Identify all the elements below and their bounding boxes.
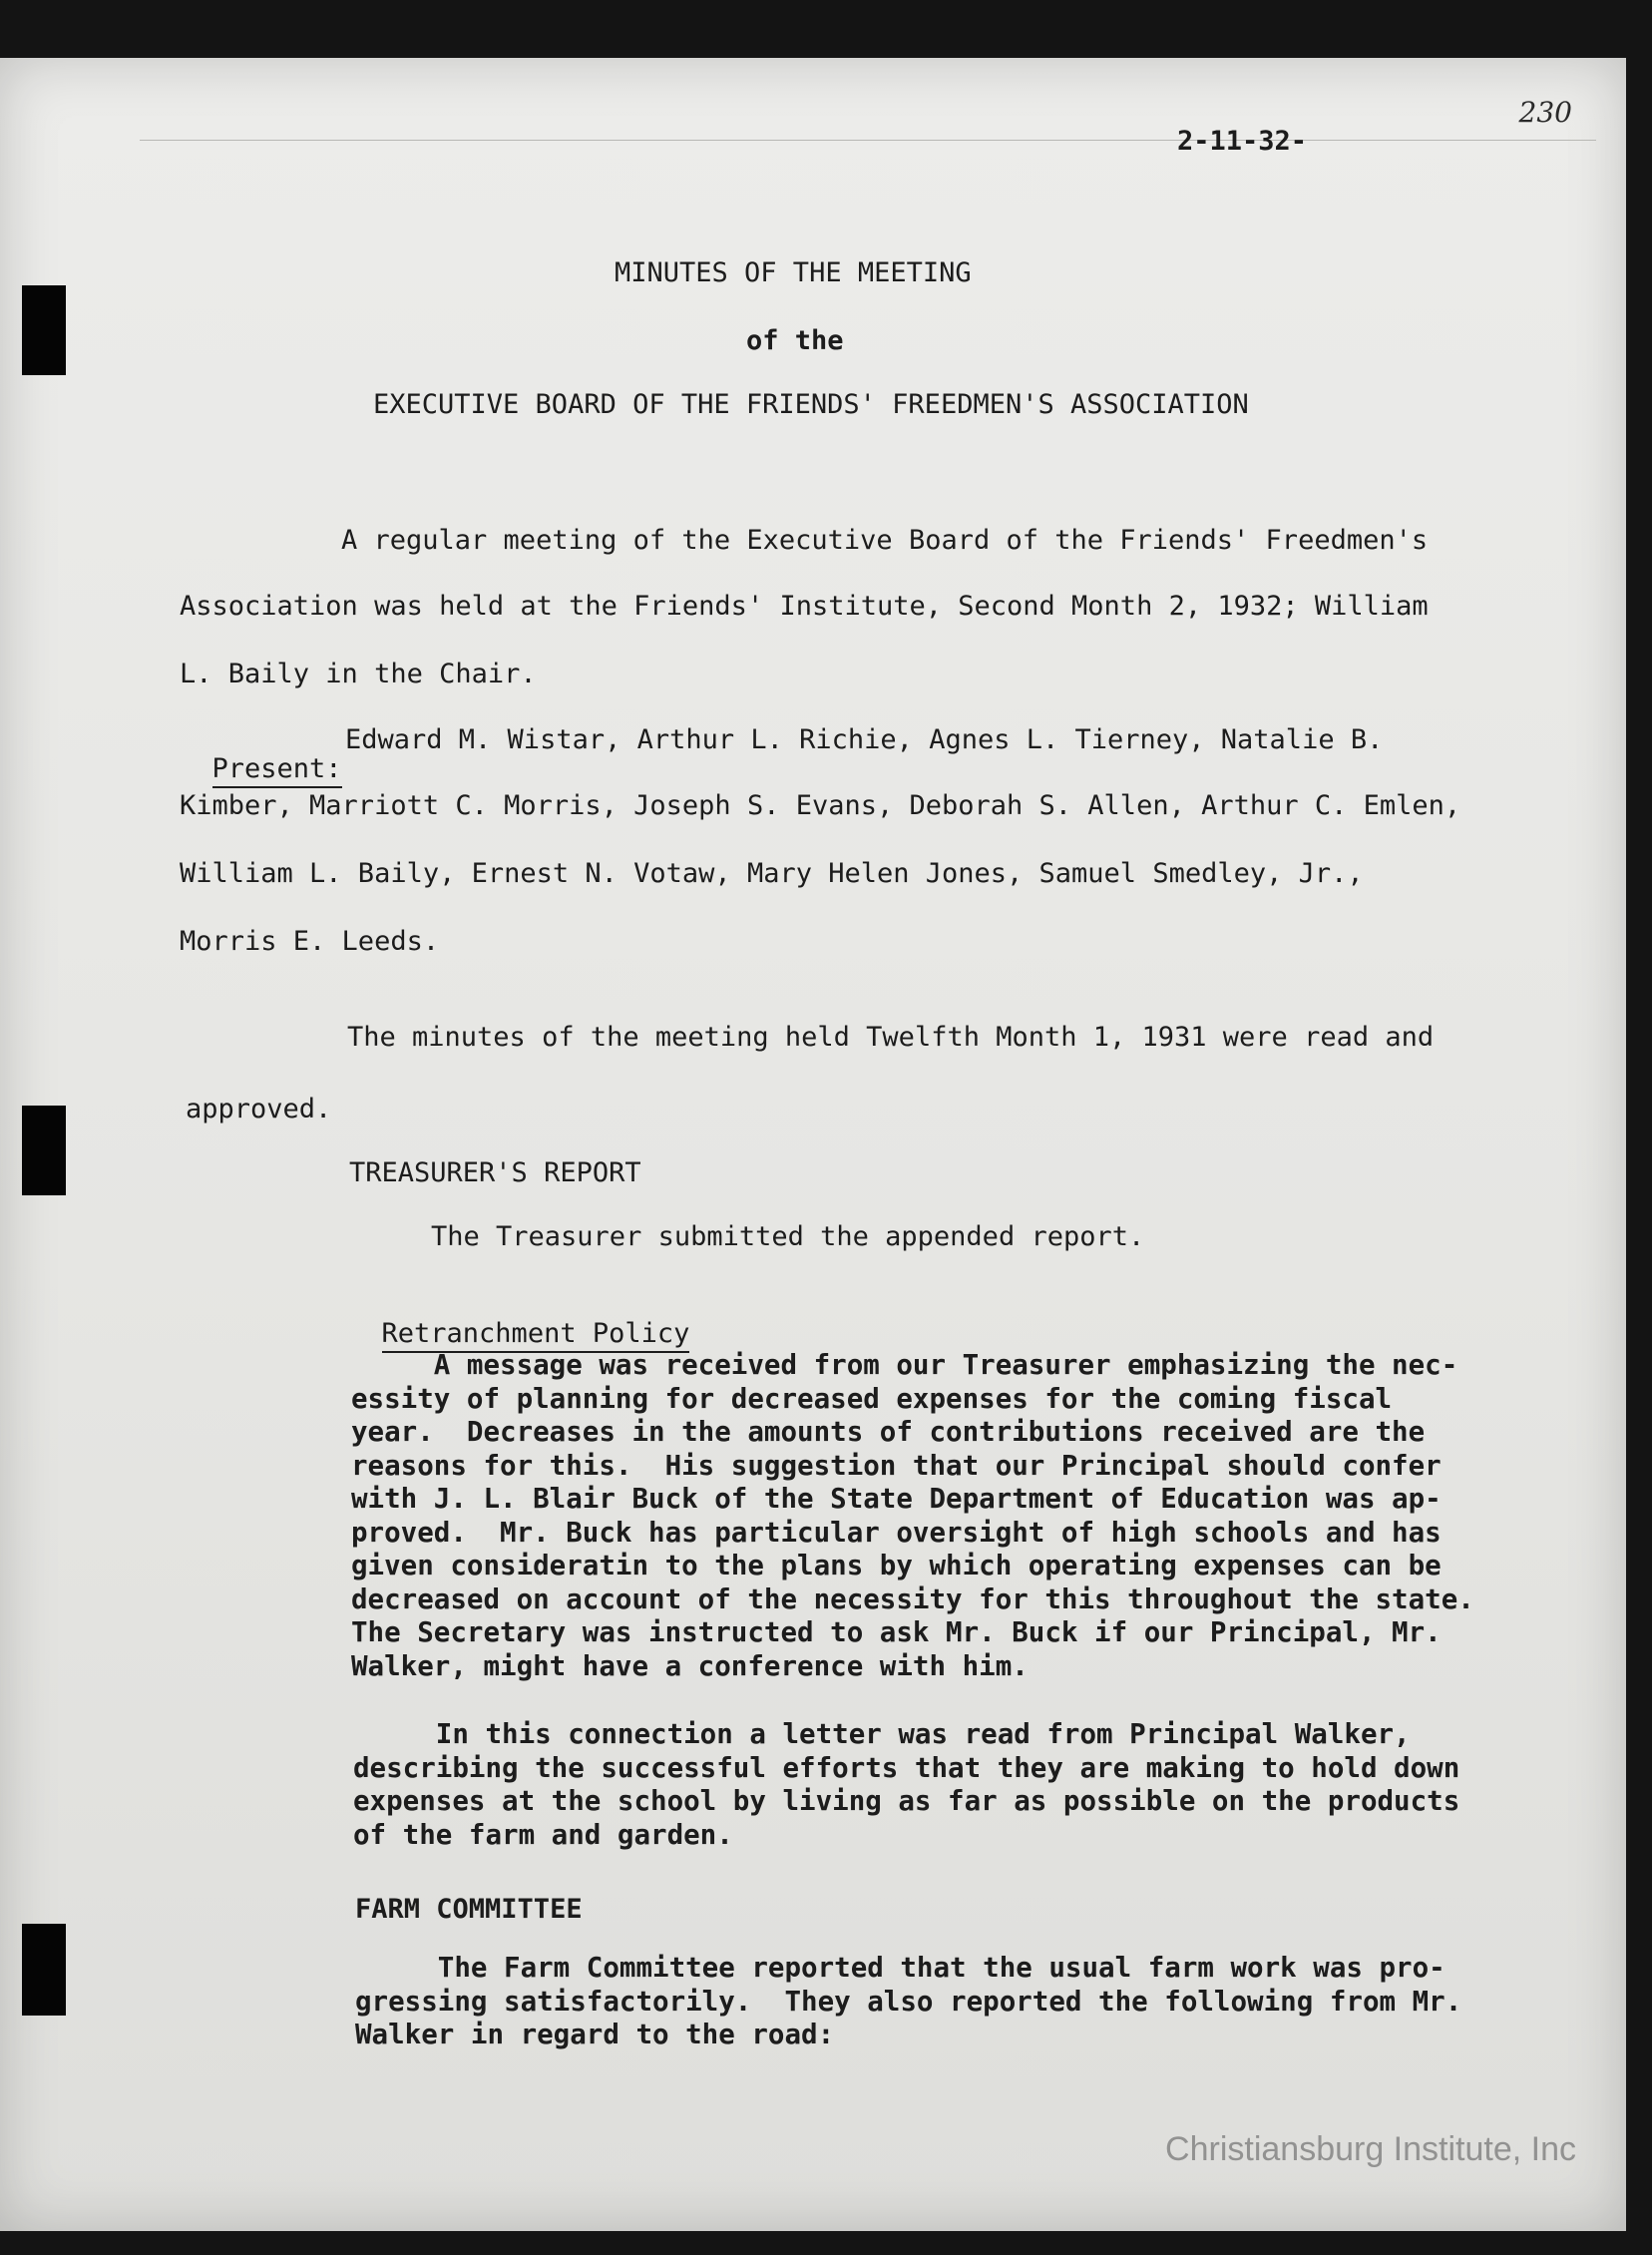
- retrenchment-heading: [349, 1293, 689, 1347]
- farm-paragraph: The Farm Committee reported that the usual farm work was pro- gressing satisfactorily. They also reported the following from Mr. Walker in regard to the road:: [355, 1952, 1462, 2050]
- document-date: 2-11-32-: [1177, 126, 1308, 157]
- minutes-line-1: The minutes of the meeting held Twelfth Month 1, 1931 were read and: [347, 1022, 1435, 1053]
- title-line-3: EXECUTIVE BOARD OF THE FRIENDS' FREEDMEN'S ASSOCIATION: [373, 389, 1249, 420]
- handwritten-page-number: 230: [1518, 96, 1572, 129]
- present-line-3: William L. Baily, Ernest N. Votaw, Mary Helen Jones, Samuel Smedley, Jr.,: [180, 858, 1364, 889]
- intro-line-1: A regular meeting of the Executive Board of the Friends' Freedmen's: [341, 525, 1429, 556]
- minutes-line-2: approved.: [186, 1094, 332, 1125]
- retrenchment-paragraph-2: In this connection a letter was read from Principal Walker, describing the successful efforts that they are making to hold down expenses at the school by living as far as possible on the products of the farm and garden.: [353, 1718, 1460, 1851]
- watermark: Christiansburg Institute, Inc: [1165, 2130, 1576, 2168]
- farm-heading: FARM COMMITTEE: [355, 1894, 583, 1925]
- title-line-2: of the: [746, 325, 844, 356]
- present-line-1: Edward M. Wistar, Arthur L. Richie, Agnes L. Tierney, Natalie B.: [345, 724, 1384, 755]
- document-page: [0, 58, 1626, 2231]
- title-line-1: MINUTES OF THE MEETING: [615, 257, 972, 288]
- registration-mark: [22, 1924, 66, 2016]
- registration-mark: [22, 285, 66, 375]
- present-label-text: Present:: [212, 753, 342, 788]
- intro-line-3: L. Baily in the Chair.: [180, 659, 537, 689]
- header-rule: [140, 140, 1596, 141]
- treasurer-text: The Treasurer submitted the appended report.: [431, 1221, 1145, 1252]
- retrenchment-heading-text: Retranchment Policy: [382, 1318, 690, 1353]
- retrenchment-paragraph-1: A message was received from our Treasurer emphasizing the nec- essity of planning for decreased expenses for the coming fiscal year. Decreases in the amounts of contributions received are the reasons for this. His suggestion that our Principal should confer with J. L. Blair Buck of the State Department of Education was ap- proved. Mr. Buck has particular oversight of high schools and has given consideratin to the plans by which operating expenses can be decreased on account of the necessity for this throughout the state. The Secretary was instructed to ask Mr. Buck if our Principal, Mr. Walker, might have a conference with him.: [351, 1349, 1474, 1682]
- present-label: [180, 728, 342, 782]
- intro-line-2: Association was held at the Friends' Institute, Second Month 2, 1932; William: [180, 591, 1429, 622]
- treasurer-heading: TREASURER'S REPORT: [349, 1157, 641, 1188]
- present-line-2: Kimber, Marriott C. Morris, Joseph S. Evans, Deborah S. Allen, Arthur C. Emlen,: [180, 790, 1461, 821]
- registration-mark: [22, 1106, 66, 1195]
- present-line-4: Morris E. Leeds.: [180, 926, 440, 957]
